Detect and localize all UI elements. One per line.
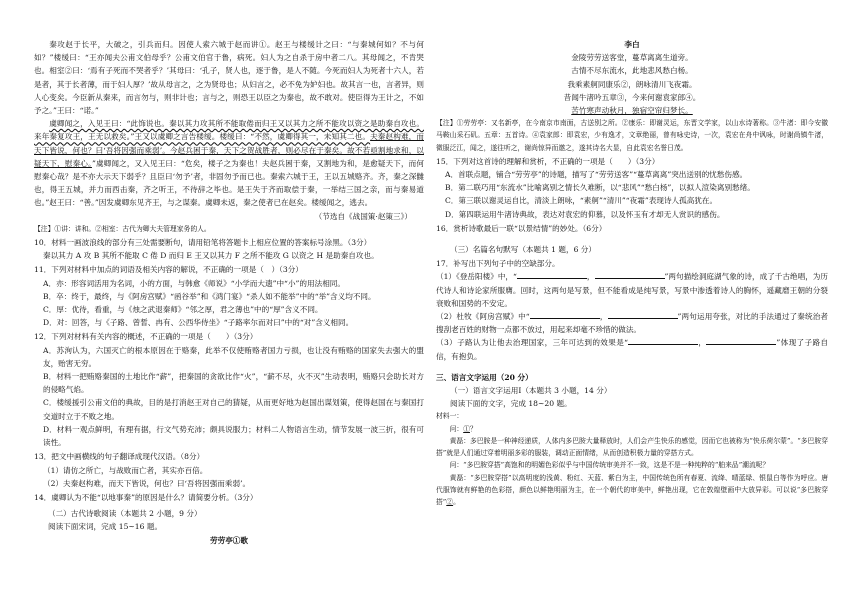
left-column (34, 38, 424, 547)
interview-answer: 黄磊：多巴胺是一种神经递质，人体内多巴胺大量释放时，人们会产生快乐的感觉，因而它也被称为“快乐荷尔蒙”。“多巴胺穿搭”就是人们通过穿着明丽多彩的服装，调动正面情绪，从而创造积极力量的穿搭方式。 (436, 436, 828, 458)
language-instruction: 阅读下面的文字，完成 18~20 题。 (450, 399, 572, 409)
answer-blank[interactable] (608, 310, 678, 319)
interview-question: 问：“多巴胺穿搭”高饱和的明媚色彩似乎与中国传统审美并不一致，这是不是一种纯粹的“舶来品”潮流呢？ (449, 461, 770, 470)
question-13-2: （2）夫秦赵构难，而天下皆说，何也？曰‘吾将因强而乘弱’。 (43, 478, 251, 488)
poetry-instruction: 阅读下面宋词，完成 15~16 题。 (48, 522, 163, 532)
poetry-section-header: （二）古代诗歌阅读（本题共 2 小题，9 分） (48, 509, 202, 519)
material-label: 材料一： (436, 412, 464, 421)
poem-line: 昔闻牛渚吟五章③，今来何谢袁家郎④。 (563, 92, 701, 102)
poem-line: 古情不尽东流水，此地悲风愁白杨。 (571, 66, 693, 76)
option-a: A．苏洵认为，六国灭亡的根本原因在于赂秦，此举不仅使贿赂者国力亏损，也让没有贿赂的国家失去强大的盟友，贻害无穷。 (43, 345, 424, 368)
answer-blank[interactable] (595, 270, 665, 279)
option-b: B．第二联巧用“东流水”比喻离别之情长久难断，以“悲风”“愁白杨”，以拟人渲染离别愁绪。 (445, 183, 755, 193)
question-17-1: （1）《登岳阳楼》中，“ ， ”两句描绘洞庭湖气象的诗，成了千古绝唱，为历代诗人和诗论家所服膺。回时，这两句是写景，但不能看成是纯写景，写景中渗透着诗人的胸怀，遥藏磨王朝的分裂衰败和国势的不安定。 (436, 272, 828, 308)
poem-author: 李白 (624, 40, 640, 49)
passage-notes: 【注】①讲：讲和。②相室：古代为卿大夫管理家务的人。 (34, 224, 211, 233)
blank-marker: ① (463, 424, 470, 433)
interview-answer: 黄磊：“多巴胺穿搭”以高明度的浅黄、粉红、天蓝、紫白为主，中国传统色所有春夏、流绛、晴蓝绿、银鼠白等作为呼应。唐代服饰就有鲜艳的色彩搭，颜色以鲜艳明丽为主，在一个朝代的审美中，鲜艳出现，它在敦煌壁画中大放异彩。可以说“多巴胺穿搭”②。 (436, 473, 828, 506)
poem-line: 金陵劳劳送客堂，蔓草离离生道旁。 (571, 53, 693, 63)
passage-source: （节选自《战国策·赵策三》） (314, 211, 412, 221)
option-b: B．卒：终于，最终，与《阿房宫赋》“函谷举”和《鸿门宴》“杀人如不能举”中的“举”含义均不同。 (43, 291, 376, 301)
language-section-header: 三、语言文字运用（20 分） (436, 372, 533, 382)
question-16: 16．赏析诗歌最后一联“以景结情”的妙处。（6分） (436, 223, 607, 233)
option-b: B．材料一把贿赂秦国的土地比作“薪”，把秦国的贪欲比作“火”，“薪不尽，火不灭”生动表明，贿赂只会助长对方的侵略气焰。 (43, 372, 424, 395)
question-10: 10．材料一画波浪线的部分有三处需要断句，请用铅笔将答题卡上相应位置的答案标号涂黑。（3分） (34, 238, 372, 248)
answer-blank[interactable] (517, 270, 587, 279)
question-12: 12．下列对材料有关内容的概述，不正确的一项是（ ）（3分） (34, 332, 258, 342)
option-d: D．第四联运用牛渚诗典故，表达对袁宏的仰慕，以及怀玉有才却无人赏识的感伤。 (445, 209, 725, 219)
poem-title-left: 劳劳亭①歌 (210, 535, 248, 545)
question-11: 11．下列对材料中加点的词语及相关内容的解说，不正确的一项是（ ）（3分） (34, 265, 303, 275)
question-13-1: （1）请仿之所亡，与战败而亡者，其实亦百倍。 (43, 465, 208, 475)
poem-line: 我乘素舸同康乐②，朗咏清川飞夜霜。 (567, 79, 697, 89)
language-subsection-header: （一）语言文字运用Ⅰ（本题共 3 小题，14 分） (450, 386, 612, 396)
question-17-3: （3）子路认为让他去治理国家，三年可达到的效果是“ ， ”体现了子路自信，有抱负。 (436, 338, 829, 361)
option-d: D．材料一观点鲜明，有理有据，行文气势充沛；颇具说服力；材料二人物语言生动，情节发展一波三折，很有可读性。 (43, 424, 424, 448)
poem-line: 苦竹寒声动秋月，独宿空帘归梦长。 (571, 106, 693, 116)
answer-blank[interactable] (530, 310, 600, 319)
blank-marker: ② (446, 497, 454, 506)
question-17: 17．补写出下列句子中的空缺部分。 (436, 259, 560, 269)
option-c: C．厚：优待，看重，与《烛之武退秦师》“邻之厚，君之薄也”中的“厚”含义不同。 (43, 305, 323, 315)
passage-text: ”虞卿闻之，又入见王曰：“危矣，楼子之为秦也！夫赵兵困于秦，又割地为和，是愈疑天下，而何慰秦心哉？是不亦大示天下弱乎？且臣曰‘勿予’者，非固勿予而已也。秦索六城于王，王以五城赂齐。齐，秦之深雠也，得王五城，并力而西击秦，齐之听王，不待辞之毕也。是王失于齐而取偿于秦，一举结三国之亲，而与秦易道也。”赵王曰：“善。”因发虞卿东见齐王，与之谋秦。虞卿未返，秦之使者已在赵矣。楼缓闻之，逃去。 (34, 158, 424, 208)
underlined-sentence: 夫秦赵构难，而天下皆说，何也？曰‘吾将因强而乘弱’。今赵兵困于秦，天下之贺战胜者，则必尽在于秦矣。故不若亟割地求和，以疑天下，慰秦心。 (34, 132, 424, 168)
option-c: C．第三联以谢灵运自比，清淡上朗咏，“素舸”“清川”“夜霜”表现诗人孤高犹在。 (445, 196, 718, 206)
option-c: C．楼缓援引公甫文伯的典故，目的是打消赵王对自己的猜疑，从而更好地为赵国出谋划策，使得赵国在与秦国打交道时立于不败之地。 (43, 398, 424, 421)
passage-paragraph (34, 117, 424, 209)
option-a: A．亦：形容词活用为名词，小的方面，与韩愈《师说》“小学而大遗”中“小”的用法相同。 (43, 278, 345, 288)
question-15: 15．下列对这首诗的理解和赏析，不正确的一项是（ ）（3分） (436, 156, 660, 166)
question-17-2: （2）杜牧《阿房宫赋》中“ ， ”两句运用夸张，对比的手法通过了秦统治者搜刮老百姓的财物一点都不放过，用起来却毫不珍惜的做法。 (436, 312, 829, 335)
recitation-section-header: （三）名篇名句默写（本题共 1 题，6 分） (450, 245, 596, 255)
poem-notes: 【注】①劳劳亭：又名新亭，在今南京市南面，古送别之所。②康乐：即谢灵运，东晋文学家，以山水诗著称。③牛渚：即今安徽马鞍山采石矶。五章：五首诗。④袁家郎：即袁宏，少有逸才，文章绝丽，曾有咏史诗，一次，袁宏在舟中讽咏，时谢尚镇牛渚，微服泛江，闻之，遂往听之，谢尚惊异而邀之，遂其诗名大显，自此袁宏名誉日茂。 (436, 119, 828, 152)
question-14: 14．虞卿认为不能“以地事秦”的原因是什么？请简要分析。（3分） (34, 492, 258, 502)
passage-paragraph: 秦攻赵于长平，大破之，引兵而归。因使人索六城于赵而讲①。赵王与楼缓计之曰：“与秦城何如？不与何如？”楼缓曰：“王亦闻夫公甫文伯母乎？公甫文伯官于鲁，病死。妇人为之自杀于房中者二八。其母闻之，不肯哭也。相室②曰：‘焉有子死而不哭者乎？’其母曰：‘孔子，贤人也，逐于鲁，是人不随。今死而妇人为死者十六人，若是者，其于长者薄，而于妇人厚？’故从母言之，之为贤母也；从妇言之，必不免为妒妇也。故其言一也，言者异，则人心变矣。今臣新从秦来，而言勿与，则非计也；言与之，则恐王以臣之为秦也，故不敢对。使臣得为王计之，不如予之。”王曰：“诺。” (34, 40, 424, 116)
answer-blank[interactable] (628, 336, 698, 345)
option-d: D．对：回答，与《子路、曾皙、冉有、公西华侍坐》“子路率尔而对曰”中的“对”含义相同。 (43, 318, 354, 328)
option-a: A．首联点题，铺合“劳劳亭”的诗题，描写了“劳劳送客”“蔓草离离”突出送别的忧愁伤感。 (445, 170, 748, 180)
interview-question: 问：①？ (449, 424, 477, 433)
question-10-text: 秦以其力 A 攻 B 其所不能取 C 倦 D 而归 E 王又以其力 F 之所不能攻 G 以资之 H 是助秦自攻也。 (43, 251, 379, 261)
right-column (436, 38, 828, 508)
answer-blank[interactable] (706, 336, 776, 345)
wavy-sentence: 虞卿闻之，入见王曰：“此饰说也。秦以其力攻其所不能取倦而归王又以其力之所不能攻以资之是助秦自攻也。来年秦复攻王，王无以救矣。”王又以虞卿之言告楼缓。楼缓曰：“不然，虞卿得其一，未知其二也。 (34, 119, 424, 142)
question-13: 13．把文中画横线的句子翻译成现代汉语。（8分） (34, 452, 205, 462)
